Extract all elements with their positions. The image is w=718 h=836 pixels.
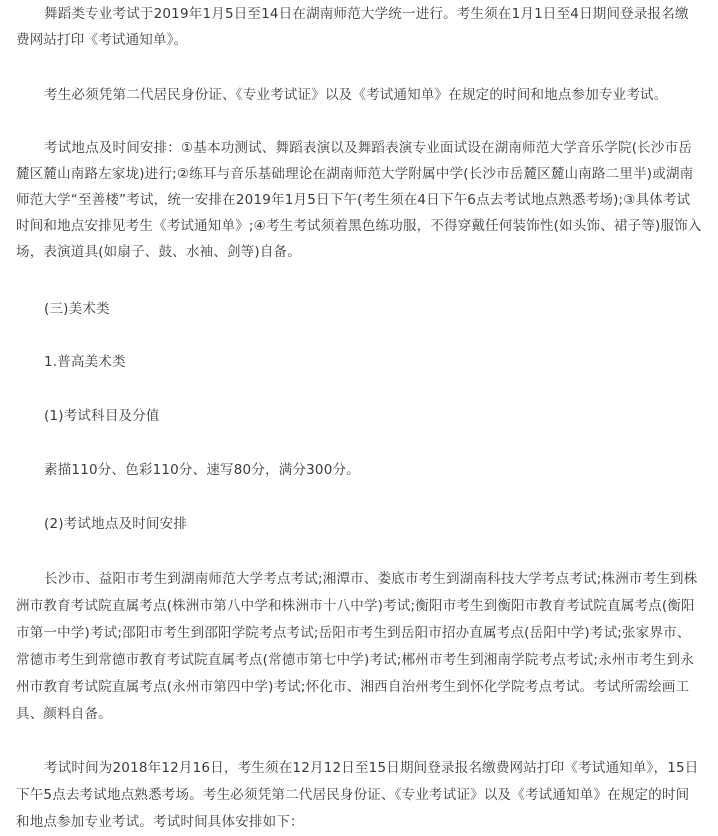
section-heading-art: (三)美术类	[44, 301, 110, 317]
subheading-locations-schedule: (2)考试地点及时间安排	[44, 516, 188, 532]
paragraph-dance-id-requirements: 考生必须凭第二代居民身份证、《专业考试证》以及《考试通知单》在规定的时间和地点参加专业考试。	[44, 87, 668, 103]
paragraph-dance-exam-dates: 舞蹈类专业考试于2019年1月5日至14日在湖南师范大学统一进行。考生须在1月1日至4日期间登录报名缴费网站打印《考试通知单》。	[16, 6, 689, 48]
paragraph-art-scores: 素描110分、色彩110分、速写80分，满分300分。	[44, 462, 360, 478]
paragraph-art-exam-time: 考试时间为2018年12月16日，考生须在12月12日至15日期间登录报名缴费网站打印《考试通知单》，15日下午5点去考试地点熟悉考场。考生必须凭第二代居民身份证、《专业考试证》以及《考试通知单》在规定的时间和地点参加专业考试。考试时间具体安排如下：	[16, 760, 699, 830]
subsection-heading-general-art: 1.普高美术类	[44, 354, 126, 370]
paragraph-art-exam-locations: 长沙市、益阳市考生到湖南师范大学考点考试;湘潭市、娄底市考生到湖南科技大学考点考试;株洲市考生到株洲市教育考试院直属考点(株洲市第八中学和株洲市十八中学)考试;衡阳市考生到衡阳市教育考试院直属考点(衡阳市第一中学)考试;邵阳市考生到邵阳学院考点考试;岳阳市考生到岳阳市招办直属考点(岳阳中学)考试;张家界市、常德市考生到常德市教育考试院直属考点(常德市第七中学)考试;郴州市考生到湘南学院考点考试;永州市考生到永州市教育考试院直属考点(永州市第四中学)考试;怀化市、湘西自治州考生到怀化学院考点考试。考试所需绘画工具、颜料自备。	[16, 571, 698, 722]
paragraph-dance-exam-locations: 考试地点及时间安排：①基本功测试、舞蹈表演以及舞蹈表演专业面试设在湖南师范大学音乐学院(长沙市岳麓区麓山南路左家垅)进行;②练耳与音乐基础理论在湖南师范大学附属中学(长沙市岳麓区麓山南路二里半)或湖南师范大学“至善楼”考试，统一安排在2019年1月5日下午(考生须在4日下午6点去考试地点熟悉考场);③具体考试时间和地点安排见考生《考试通知单》;④考生考试须着黑色练功服，不得穿戴任何装饰性(如头饰、裙子等)服饰入场，表演道具(如扇子、鼓、水袖、剑等)自备。	[16, 140, 702, 260]
subheading-subjects-scores: (1)考试科目及分值	[44, 408, 160, 424]
